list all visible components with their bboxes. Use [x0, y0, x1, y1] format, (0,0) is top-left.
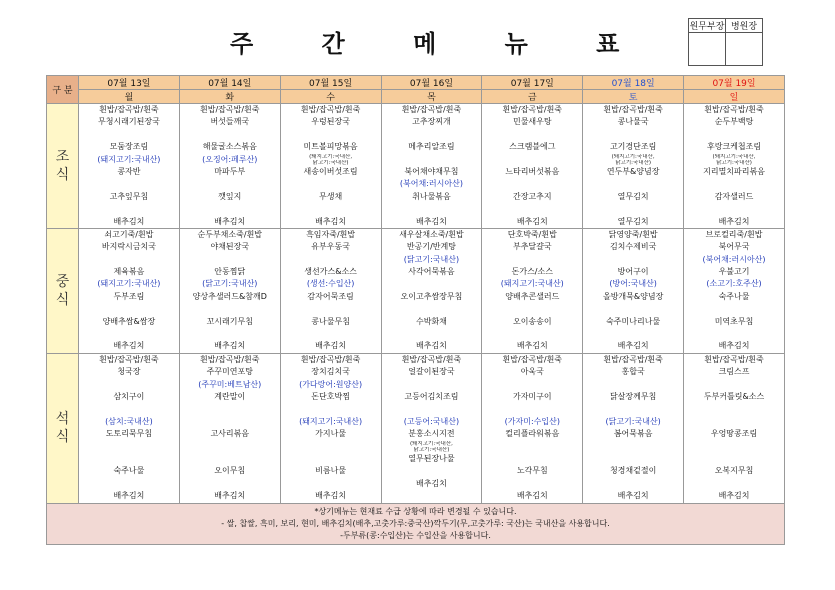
menu-item: 장치김치국 — [311, 367, 350, 377]
origin-note: (닭고기:국내산) — [202, 279, 258, 289]
menu-item: 우엉땅콩조림 — [710, 429, 758, 439]
menu-item: 순두부백탕 — [714, 117, 754, 127]
meal-label — [47, 104, 79, 229]
menu-item: 가지나물 — [315, 429, 347, 439]
menu-item: 배추김치 — [516, 341, 548, 351]
menu-item: 아욱국 — [520, 367, 544, 377]
origin-note: 닭고기:국내산) — [312, 159, 349, 166]
menu-item: 흰밥/잡곡밥/흰죽 — [401, 354, 462, 364]
menu-item: 느타리버섯볶음 — [505, 166, 560, 176]
menu-item: 청국장 — [117, 367, 141, 377]
origin-note: (돼지고기:국내산, — [611, 153, 655, 160]
meal-label — [47, 228, 79, 353]
menu-item — [382, 465, 482, 477]
menu-item: 크림스프 — [718, 367, 750, 377]
menu-item: 단호박죽/흰밥 — [507, 229, 557, 239]
menu-item: 열무김치 — [617, 216, 649, 226]
menu-item — [180, 178, 280, 190]
menu-item: 오이무침 — [214, 466, 246, 476]
menu-cell — [79, 353, 180, 503]
menu-item: 흰밥/잡곡밥/흰죽 — [502, 105, 563, 114]
menu-item: 홍합국 — [621, 367, 645, 377]
meal-label-text: 조 식 — [55, 148, 70, 183]
approval-label: 병원장 — [726, 19, 763, 33]
menu-item — [684, 178, 784, 190]
menu-item — [180, 328, 280, 340]
menu-item: 양상추샐러드&참깨D — [192, 291, 267, 301]
menu-item: 고기경단조림 — [609, 142, 657, 152]
origin-note: (닭고기:국내산) — [403, 254, 460, 264]
menu-item: 북어무국 — [718, 242, 750, 252]
approval-signature-slot — [726, 33, 763, 66]
menu-item — [180, 203, 280, 215]
day-date: 07월 19일 — [684, 76, 785, 90]
menu-item: 배추김치 — [315, 491, 347, 501]
menu-item: 열무된장나물 — [408, 453, 455, 463]
day-of-week: 목 — [381, 90, 482, 104]
menu-item: 흰밥/잡곡밥/흰죽 — [704, 354, 764, 364]
origin-note: (가다랑어:원양산) — [299, 379, 363, 389]
menu-item: 해물굴소스볶음 — [202, 142, 257, 152]
menu-item: 브로컬리죽/흰밥 — [705, 229, 763, 239]
menu-item: 컬리플라워볶음 — [505, 429, 560, 439]
menu-item — [382, 328, 482, 340]
menu-item — [684, 203, 784, 215]
menu-cell — [179, 353, 280, 503]
menu-item — [180, 303, 280, 315]
menu-item: 흰밥/잡곡밥/흰죽 — [200, 354, 260, 364]
menu-item: 흰밥/잡곡밥/흰죽 — [200, 105, 260, 114]
origin-note: (북어채:러시아산) — [399, 179, 463, 189]
menu-item: 오이송송이 — [512, 316, 552, 326]
menu-cell — [79, 104, 180, 229]
menu-item — [583, 203, 683, 215]
menu-item: 봄어묵볶음 — [613, 429, 653, 439]
menu-item — [583, 129, 683, 141]
menu-item: 연두부&양념장 — [606, 166, 660, 176]
menu-cell — [381, 104, 482, 229]
menu-item: 꼬시래기무침 — [206, 316, 253, 326]
menu-item: 배추김치 — [113, 216, 145, 226]
menu-item — [382, 129, 482, 141]
menu-item: 청경채겉절이 — [609, 466, 657, 476]
menu-item — [281, 403, 381, 415]
menu-cell — [482, 228, 583, 353]
menu-cell — [280, 228, 381, 353]
menu-item: 간장고추지 — [512, 191, 552, 201]
page-title: 주 간 메 뉴 표 — [230, 30, 650, 58]
menu-item — [684, 129, 784, 141]
footer-note: *상기메뉴는 현재료 수급 상황에 따라 변경될 수 있습니다. — [314, 506, 517, 516]
origin-note: 닭고기:국내산) — [615, 159, 652, 166]
menu-item: 깻잎지 — [218, 191, 242, 201]
menu-item: 두부커틀릿&소스 — [703, 391, 765, 401]
meal-label-text: 석 식 — [55, 411, 70, 446]
day-date: 07월 13일 — [79, 76, 180, 90]
menu-item — [180, 129, 280, 141]
menu-cell — [684, 104, 785, 229]
day-of-week: 금 — [482, 90, 583, 104]
menu-item: 미역초무침 — [714, 316, 754, 326]
menu-item: 배추김치 — [415, 216, 447, 226]
menu-item: 지리멸치파리볶음 — [703, 166, 765, 176]
menu-item: 배추김치 — [113, 491, 145, 501]
menu-cell — [280, 353, 381, 503]
menu-item: 배추김치 — [315, 341, 347, 351]
menu-item: 닭영양죽/흰밥 — [608, 229, 658, 239]
day-date: 07월 14일 — [179, 76, 280, 90]
menu-item — [382, 379, 482, 391]
menu-cell — [482, 104, 583, 229]
menu-item: 새송이버섯조림 — [303, 166, 358, 176]
menu-item: 취나물볶음 — [412, 191, 451, 201]
menu-item: 양배추콘샐러드 — [505, 291, 560, 301]
menu-item — [583, 441, 683, 453]
menu-item — [79, 129, 179, 141]
menu-item: 숙주나물 — [113, 466, 145, 476]
menu-item — [482, 328, 582, 340]
menu-item: 버섯들깨국 — [210, 117, 250, 127]
menu-item — [482, 478, 582, 490]
menu-item — [482, 178, 582, 190]
menu-item: 배추김치 — [214, 216, 246, 226]
menu-item: 배추김치 — [617, 341, 649, 351]
menu-item: 북어채야채무침 — [404, 166, 459, 176]
menu-item — [382, 203, 482, 215]
menu-item: 흰밥/잡곡밥/흰죽 — [502, 354, 563, 364]
menu-item — [482, 254, 582, 266]
menu-item: 가자미구이 — [512, 391, 552, 401]
menu-item — [482, 441, 582, 453]
menu-item: 배추김치 — [415, 478, 447, 488]
menu-item: 닭살장께무침 — [609, 391, 657, 401]
menu-item: 수박화채 — [415, 316, 447, 326]
menu-item: 얼갈이된장국 — [408, 367, 455, 377]
menu-item — [583, 254, 683, 266]
menu-item: 흰밥/잡곡밥/흰죽 — [704, 105, 764, 114]
menu-item — [281, 328, 381, 340]
menu-item — [482, 129, 582, 141]
menu-item: 생선가스&소스 — [304, 267, 357, 277]
menu-item — [684, 416, 784, 428]
origin-note: (오징어:페루산) — [202, 154, 258, 164]
menu-item — [281, 254, 381, 266]
menu-item: 오복지무침 — [714, 466, 754, 476]
menu-item: 흰밥/잡곡밥/흰죽 — [99, 105, 159, 114]
origin-note: (북어채:러시아산) — [702, 254, 766, 264]
menu-item — [482, 453, 582, 465]
origin-note: (돼지고기:국내산, — [309, 153, 353, 160]
menu-item — [583, 303, 683, 315]
origin-note: (돼지고기:국내산, — [712, 153, 756, 160]
menu-item: 우렁된장국 — [311, 117, 350, 127]
menu-item — [482, 203, 582, 215]
menu-item — [180, 478, 280, 490]
meal-label — [47, 353, 79, 503]
menu-item: 두부조림 — [113, 291, 145, 301]
menu-item: 열무김치 — [617, 191, 649, 201]
menu-item: 쇠고기죽/흰밥 — [104, 229, 154, 239]
menu-item: 반공기/반계탕 — [406, 242, 456, 252]
menu-item: 콩나물국 — [617, 117, 649, 127]
menu-item — [583, 478, 683, 490]
day-date: 07월 17일 — [482, 76, 583, 90]
menu-item: 올방개묵&양념장 — [602, 291, 664, 301]
menu-item — [684, 441, 784, 453]
menu-cell — [179, 104, 280, 229]
origin-note: (돼지고기:국내산) — [97, 279, 161, 289]
weekly-menu-table — [46, 75, 785, 545]
approval-box — [688, 18, 763, 66]
origin-note: (소고기:호주산) — [706, 279, 762, 289]
day-of-week: 토 — [583, 90, 684, 104]
menu-item: 유부우동국 — [311, 242, 350, 252]
menu-item: 흰밥/잡곡밥/흰죽 — [300, 354, 361, 364]
menu-item — [281, 441, 381, 453]
menu-item: 방어구이 — [617, 267, 649, 277]
menu-item: 돈단호박찜 — [311, 391, 350, 401]
menu-item: 무생채 — [319, 191, 343, 201]
menu-item: 흰밥/잡곡밥/흰죽 — [603, 354, 663, 364]
day-date: 07월 16일 — [381, 76, 482, 90]
menu-item: 삼치구이 — [113, 391, 145, 401]
menu-item — [482, 403, 582, 415]
approval-signature-slot — [689, 33, 726, 66]
day-of-week: 화 — [179, 90, 280, 104]
menu-item: 콩나물무침 — [311, 316, 350, 326]
menu-cell — [583, 228, 684, 353]
menu-item: 비름나물 — [315, 466, 347, 476]
origin-note: (삼치:국내산) — [105, 416, 153, 426]
menu-item — [180, 254, 280, 266]
menu-item — [684, 453, 784, 465]
menu-cell — [583, 104, 684, 229]
origin-note: (돼지고기:국내산) — [299, 416, 363, 426]
menu-item: 새우살채소죽/흰밥 — [399, 229, 464, 239]
menu-item — [79, 328, 179, 340]
menu-item — [180, 441, 280, 453]
menu-item: 배추김치 — [718, 341, 750, 351]
day-of-week: 일 — [684, 90, 785, 104]
menu-item: 콩자반 — [117, 166, 141, 176]
menu-item: 고추잎무침 — [109, 191, 149, 201]
origin-note: (가자미:수입산) — [504, 416, 560, 426]
menu-item: 흰밥/잡곡밥/흰죽 — [401, 105, 462, 114]
origin-note: 닭고기:국내산) — [716, 159, 752, 166]
footer-note: - 쌀, 찹쌀, 흑미, 보리, 현미, 배추김치(배추,고춧가루:중국산)깍두기(무,고춧가루: 국산)는 국내산을 사용합니다. — [221, 518, 610, 528]
origin-note: 닭고기:국내산) — [413, 446, 450, 453]
menu-item — [382, 278, 482, 290]
menu-item: 순두부채소죽/흰밥 — [197, 229, 263, 239]
menu-item: 모둠장조림 — [109, 142, 149, 152]
menu-item: 흑임자죽/흰밥 — [306, 229, 356, 239]
day-date: 07월 15일 — [280, 76, 381, 90]
menu-item: 고추장찌개 — [412, 117, 451, 127]
menu-item — [180, 453, 280, 465]
day-of-week: 월 — [79, 90, 180, 104]
menu-item — [281, 203, 381, 215]
menu-item — [79, 478, 179, 490]
menu-item: 후랑크케첩조림 — [706, 142, 762, 152]
menu-item — [180, 403, 280, 415]
menu-item: 배추김치 — [214, 341, 246, 351]
menu-item: 김치수제비국 — [609, 242, 657, 252]
menu-item: 배추김치 — [718, 216, 750, 226]
menu-item — [79, 254, 179, 266]
menu-item: 스크램블에그 — [509, 142, 556, 152]
menu-item: 미트볼피망볶음 — [303, 142, 358, 152]
corner-label: 구 분 — [47, 76, 79, 104]
menu-item: 민물새우탕 — [512, 117, 552, 127]
menu-item: 주꾸미연포탕 — [206, 367, 253, 377]
origin-note: (주꾸미:베트남산) — [198, 379, 262, 389]
menu-cell — [381, 353, 482, 503]
menu-item — [79, 441, 179, 453]
day-of-week: 수 — [280, 90, 381, 104]
menu-item: 안동찜닭 — [214, 267, 246, 277]
origin-note: (고등어:국내산) — [403, 416, 460, 426]
menu-item: 양배추쌈&쌈장 — [102, 316, 156, 326]
menu-item — [583, 403, 683, 415]
menu-item — [382, 303, 482, 315]
menu-item — [684, 478, 784, 490]
meal-label-text: 중 식 — [55, 273, 70, 308]
menu-item: 오이고추쌈장무침 — [400, 291, 463, 301]
menu-item — [684, 328, 784, 340]
menu-cell — [79, 228, 180, 353]
menu-item: 분홍소시지전 — [408, 429, 455, 439]
menu-item: 사각어묵볶음 — [408, 267, 455, 277]
footer-note: -두부류(콩:수입산)는 수입산을 사용합니다. — [340, 530, 491, 540]
menu-item — [482, 379, 582, 391]
origin-note: (돼지고기:국내산) — [500, 279, 564, 289]
menu-item: 제육볶음 — [113, 267, 145, 277]
menu-item: 흰밥/잡곡밥/흰죽 — [300, 105, 361, 114]
origin-note: (방어:국내산) — [609, 279, 657, 289]
menu-item: 메추리알조림 — [408, 142, 455, 152]
menu-item: 부추달걀국 — [512, 242, 552, 252]
menu-item — [180, 416, 280, 428]
menu-item: 숙주나물 — [718, 291, 750, 301]
menu-item — [583, 379, 683, 391]
menu-item: 배추김치 — [415, 341, 447, 351]
menu-item — [684, 303, 784, 315]
menu-item — [482, 154, 582, 166]
menu-item: 배추김치 — [516, 491, 548, 501]
menu-item: 바지락시금치국 — [101, 242, 156, 252]
menu-item: 고등어김치조림 — [404, 391, 459, 401]
menu-item — [281, 303, 381, 315]
menu-item: 감자어묵조림 — [307, 291, 354, 301]
menu-item: 숙주미나리나물 — [606, 316, 661, 326]
menu-item — [281, 129, 381, 141]
menu-item: 마파두부 — [214, 166, 246, 176]
menu-cell — [179, 228, 280, 353]
menu-cell — [280, 104, 381, 229]
origin-note: (생선:수입산) — [306, 279, 355, 289]
menu-item: 흰밥/잡곡밥/흰죽 — [99, 354, 159, 364]
menu-cell — [482, 353, 583, 503]
menu-item — [583, 178, 683, 190]
origin-note: (닭고기:국내산) — [605, 416, 661, 426]
approval-label: 원무부장 — [689, 19, 726, 33]
menu-item: 계란말이 — [214, 391, 246, 401]
menu-cell — [583, 353, 684, 503]
menu-item: 도토리묵무침 — [105, 429, 153, 439]
menu-item: 우불고기 — [718, 267, 750, 277]
menu-cell — [684, 228, 785, 353]
menu-item: 돈가스/소스 — [511, 267, 553, 277]
day-date: 07월 18일 — [583, 76, 684, 90]
menu-cell — [381, 228, 482, 353]
menu-item — [684, 403, 784, 415]
menu-item — [684, 379, 784, 391]
menu-item — [79, 178, 179, 190]
menu-item — [79, 379, 179, 391]
menu-item — [281, 478, 381, 490]
menu-item: 배추김치 — [214, 491, 246, 501]
menu-item — [382, 403, 482, 415]
menu-item — [79, 303, 179, 315]
menu-item: 배추김치 — [617, 491, 649, 501]
menu-item: 고사리볶음 — [210, 429, 250, 439]
origin-note: (돼지고기:국내산) — [97, 154, 161, 164]
menu-cell — [684, 353, 785, 503]
menu-item: 무청시래기된장국 — [98, 117, 160, 127]
menu-item: 감자샐러드 — [714, 191, 754, 201]
menu-item — [79, 453, 179, 465]
menu-item — [583, 453, 683, 465]
menu-item — [79, 403, 179, 415]
menu-item: 흰밥/잡곡밥/흰죽 — [603, 105, 663, 114]
menu-item — [281, 178, 381, 190]
menu-item: 배추김치 — [516, 216, 548, 226]
menu-item — [583, 328, 683, 340]
menu-item: 배추김치 — [718, 491, 750, 501]
menu-item: 노각무침 — [516, 466, 548, 476]
menu-item: 배추김치 — [113, 341, 145, 351]
origin-note: (돼지고기:국내산, — [409, 440, 453, 447]
menu-item: 배추김치 — [315, 216, 347, 226]
menu-item — [281, 453, 381, 465]
menu-item — [79, 203, 179, 215]
menu-item: 야채된장국 — [210, 242, 250, 252]
footer-notes — [47, 503, 785, 544]
menu-item — [482, 303, 582, 315]
menu-item — [382, 154, 482, 166]
